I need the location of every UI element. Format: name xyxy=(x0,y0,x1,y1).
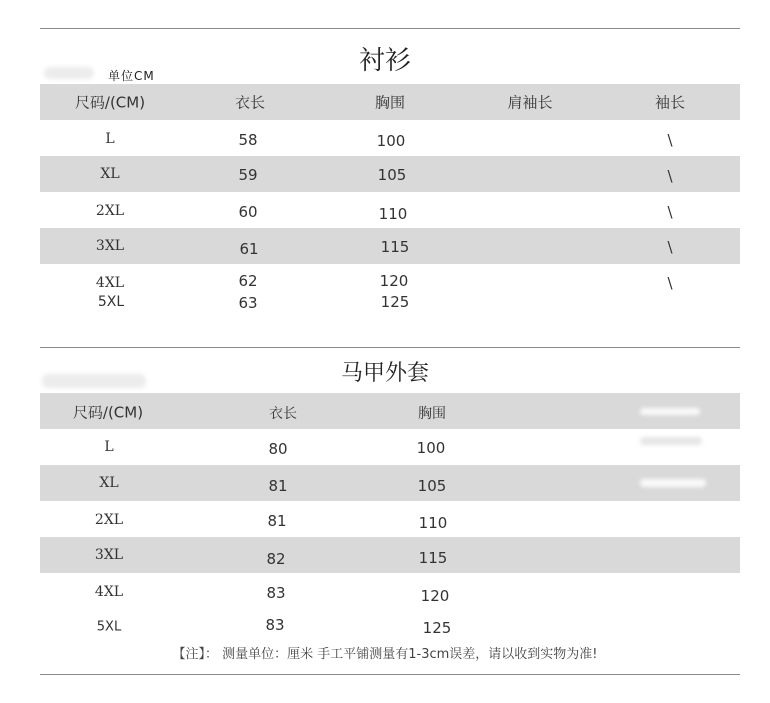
vest-row-band xyxy=(40,537,740,573)
blurred-watermark xyxy=(42,374,146,388)
vest-title: 马甲外套 xyxy=(340,361,429,386)
shirt-title: 衬衫 xyxy=(358,46,411,76)
vest-length-cell: 80 xyxy=(268,440,288,458)
shirt-sleeve-cell: \ xyxy=(667,274,673,292)
vest-chest-cell: 120 xyxy=(420,587,450,605)
shirt-chest-cell: 115 xyxy=(380,238,410,256)
blurred-watermark xyxy=(640,437,702,445)
section-divider xyxy=(40,347,740,348)
vest-length-cell: 83 xyxy=(266,584,286,602)
bottom-rule xyxy=(40,674,740,675)
vest-header-band xyxy=(40,393,740,429)
vest-length-cell: 83 xyxy=(265,616,285,634)
shirt-size-cell: 5XL xyxy=(97,294,125,310)
vest-row-band xyxy=(40,465,740,501)
vest-size-cell: 2XL xyxy=(94,512,124,528)
shirt-sleeve-cell: \ xyxy=(667,131,673,149)
blurred-watermark xyxy=(44,67,94,79)
shirt-size-cell: 3XL xyxy=(95,238,125,254)
vest-chest-cell: 115 xyxy=(418,549,448,567)
measurement-note: 【注】： 测量单位：厘米 手工平铺测量有1-3cm误差，请以收到实物为准! xyxy=(172,647,598,662)
blurred-watermark xyxy=(640,408,700,415)
shirt-length-cell: 58 xyxy=(238,131,258,149)
unit-label: 单位CM xyxy=(108,69,155,83)
shirt-header-chest: 胸围 xyxy=(374,93,406,112)
shirt-header-length: 衣长 xyxy=(234,93,266,112)
shirt-length-cell: 63 xyxy=(238,294,258,312)
shirt-length-cell: 61 xyxy=(239,240,259,258)
shirt-length-cell: 60 xyxy=(238,203,258,221)
shirt-header-shoulder-sleeve: 肩袖长 xyxy=(507,93,553,112)
shirt-size-cell: 2XL xyxy=(95,203,125,219)
vest-header-length: 衣长 xyxy=(269,406,297,422)
shirt-size-cell: L xyxy=(105,131,115,147)
shirt-chest-cell: 100 xyxy=(376,132,406,150)
top-rule xyxy=(40,28,740,29)
vest-chest-cell: 100 xyxy=(416,439,446,457)
vest-header-size: 尺码/(CM) xyxy=(72,403,144,422)
vest-size-cell: L xyxy=(104,439,114,455)
shirt-size-cell: XL xyxy=(100,166,120,182)
shirt-length-cell: 62 xyxy=(238,272,258,290)
vest-length-cell: 81 xyxy=(268,477,288,495)
vest-chest-cell: 125 xyxy=(422,619,452,637)
vest-chest-cell: 110 xyxy=(418,514,448,532)
shirt-chest-cell: 105 xyxy=(377,166,407,184)
vest-size-cell: 4XL xyxy=(94,584,124,600)
shirt-chest-cell: 120 xyxy=(379,272,409,290)
shirt-chest-cell: 110 xyxy=(378,205,408,223)
vest-length-cell: 82 xyxy=(266,550,286,568)
vest-size-cell: 5XL xyxy=(96,619,122,635)
shirt-header-size: 尺码/(CM) xyxy=(74,93,146,112)
shirt-sleeve-cell: \ xyxy=(667,167,673,185)
vest-size-cell: 3XL xyxy=(94,547,124,563)
vest-size-cell: XL xyxy=(99,475,119,491)
vest-header-chest: 胸围 xyxy=(418,406,446,422)
vest-length-cell: 81 xyxy=(267,512,287,530)
shirt-size-cell: 4XL xyxy=(95,275,125,291)
shirt-sleeve-cell: \ xyxy=(667,238,673,256)
blurred-watermark xyxy=(640,479,706,487)
shirt-chest-cell: 125 xyxy=(380,293,410,311)
shirt-sleeve-cell: \ xyxy=(667,203,673,221)
shirt-header-sleeve: 袖长 xyxy=(654,93,686,112)
shirt-length-cell: 59 xyxy=(238,166,258,184)
vest-chest-cell: 105 xyxy=(417,477,447,495)
